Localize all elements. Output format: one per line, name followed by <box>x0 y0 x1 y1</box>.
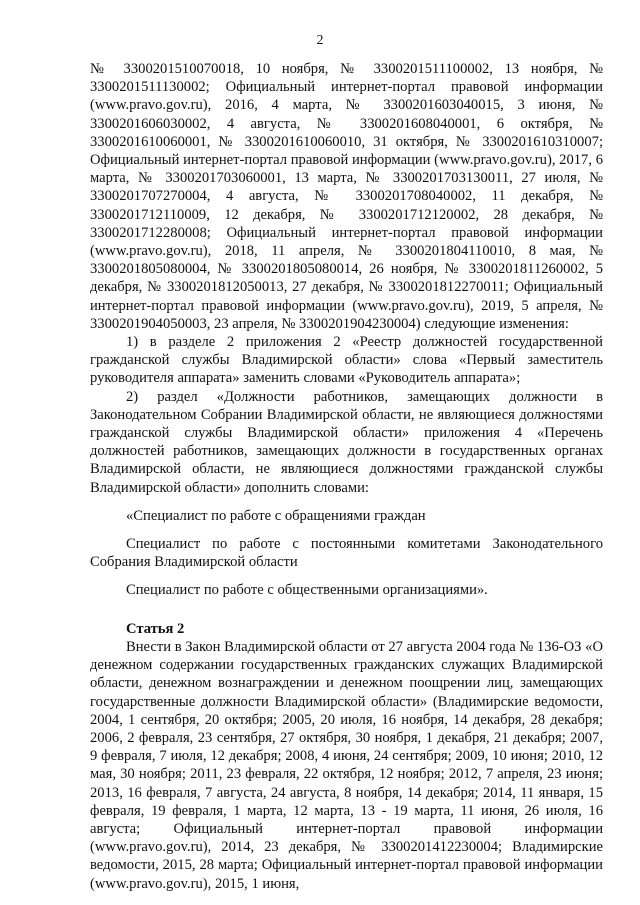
paragraph-position-organizations: Специалист по работе с общественными организациями». <box>126 582 488 599</box>
paragraph-amendment-sources: № 3300201510070018, 10 ноября, № 3300201511100002, 13 ноября, № 3300201511130002; Официальный интернет-портал правовой информации (www.pravo.gov.ru), 2016, 4 марта, № 3300201603040015, 3 июня, № 3300201606030002, 4 августа, № 3300201608040001, 6 октября, № 3300201610060001, № 3300201610060010, 31 октября, № 3300201610310007; Официальный интернет-портал правовой информации (www.pravo.gov.ru), 2017, 6 марта, № 3300201703060001, 13 марта, № 3300201703130011, 27 июля, № 3300201707270004, 4 августа, № 3300201708040002, 11 декабря, № 3300201712110009, 12 декабря, № 3300201712120002, 28 декабря, № 3300201712280008; Официальный интернет-портал правовой информации (www.pravo.gov.ru), 2018, 11 апреля, № 3300201804110010, 8 мая, № 3300201805080004, № 3300201805080014, 26 ноября, № 3300201811260002, 5 декабря, № 3300201812050013, 27 декабря, № 3300201812270011; Официальный интернет-портал правовой информации (www.pravo.gov.ru), 2019, 5 апреля, № 3300201904050003, 23 апреля, № 3300201904230004) следующие изменения: <box>90 61 603 332</box>
paragraph-position-citizens: «Специалист по работе с обращениями граждан <box>126 507 426 524</box>
paragraph-position-committees: Специалист по работе с постоянными комитетами Законодательного Собрания Владимирской области <box>90 536 603 571</box>
paragraph-article-2-text: Внести в Закон Владимирской области от 27 августа 2004 года № 136-ОЗ «О денежном содержании государственных гражданских служащих Владимирской области, денежном вознаграждении и денежном поощрении лиц, замещающих государственные должности Владимирской области» (Владимирские ведомости, 2004, 1 сентября, 20 октября; 2005, 20 июля, 16 ноября, 14 декабря, 28 декабря; 2006, 2 февраля, 23 сентября, 27 октября, 30 ноября, 1 декабря, 21 декабря; 2007, 9 февраля, 7 июля, 12 декабря; 2008, 4 июня, 24 сентября; 2009, 10 июня; 2010, 12 мая, 30 ноября; 2011, 23 февраля, 22 октября, 12 ноября; 2012, 7 апреля, 23 июня; 2013, 16 февраля, 7 августа, 24 августа, 8 ноября, 14 декабря; 2014, 11 января, 15 февраля, 19 февраля, 1 марта, 12 марта, 13 - 19 марта, 11 июня, 26 июля, 16 августа; Официальный интернет-портал правовой информации (www.pravo.gov.ru), 2014, 23 декабря, № 3300201412230004; Владимирские ведомости, 2015, 28 марта; Официальный интернет-портал правовой информации (www.pravo.gov.ru), 2015, 1 июня, <box>90 638 603 892</box>
article-heading: Статья 2 <box>126 620 185 637</box>
paragraph-item-1: 1) в разделе 2 приложения 2 «Реестр должностей государственной гражданской службы Владимирской области» слова «Первый заместитель руководителя аппарата» заменить словами «Руководитель аппарата»; <box>90 334 603 387</box>
paragraph-item-2: 2) раздел «Должности работников, замещающих должности в Законодательном Собрании Владимирской области, не являющиеся должностями гражданской службы Владимирской области» приложения 4 «Перечень должностей работников, замещающих должности в государственных органах Владимирской области, не являющиеся должностями гражданской службы Владимирской области» дополнить словами: <box>90 388 603 496</box>
document-body <box>90 60 603 893</box>
page-number: 2 <box>316 33 324 48</box>
